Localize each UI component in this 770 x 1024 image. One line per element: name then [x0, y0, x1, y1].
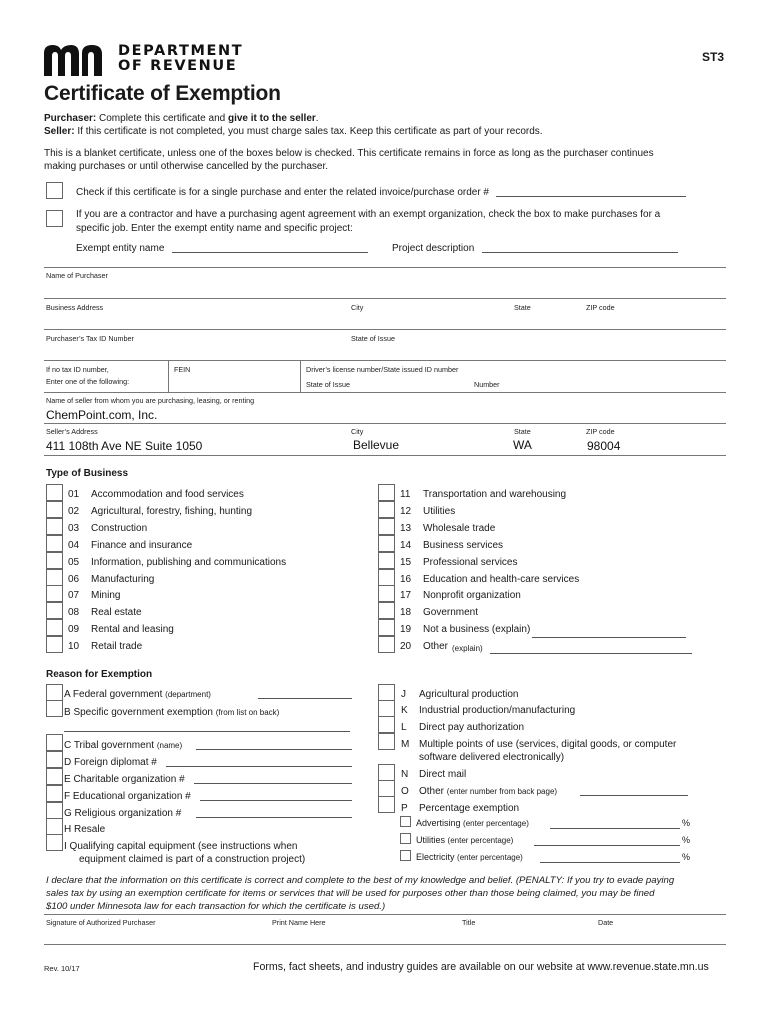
reason-g-label: G Religious organization # — [64, 808, 182, 819]
business-15-checkbox[interactable] — [378, 552, 395, 569]
state-label: State — [514, 303, 531, 312]
seller-address-value[interactable]: 411 108th Ave NE Suite 1050 — [46, 439, 203, 453]
utilities-pct: % — [682, 835, 691, 845]
single-purchase-label: Check if this certificate is for a single purchase and enter the related invoice/purchase order # — [76, 187, 489, 198]
reason-i-label-1: I Qualifying capital equipment (see instructions when — [64, 841, 298, 852]
divider — [44, 267, 726, 268]
business-label: Real estate — [91, 607, 142, 619]
single-purchase-checkbox[interactable] — [46, 182, 63, 199]
advertising-label: Advertising (enter percentage) — [416, 818, 529, 828]
business-code: 04 — [68, 539, 80, 551]
seller-zip-value[interactable]: 98004 — [587, 439, 621, 453]
business-label: Education and health-care services — [423, 573, 580, 585]
reason-o-line[interactable] — [580, 785, 688, 796]
electricity-line[interactable] — [540, 852, 680, 863]
fein-label: FEIN — [174, 365, 191, 374]
business-code: 19 — [400, 624, 412, 636]
business-05-checkbox[interactable] — [46, 552, 63, 569]
business-code: 14 — [400, 539, 412, 551]
declaration-line-1: I declare that the information on this certificate is correct and complete to the best of my knowledge and belief. (PENALTY: If you try to evade paying — [46, 875, 675, 886]
business-07-checkbox[interactable] — [46, 585, 63, 602]
reason-e-checkbox[interactable] — [46, 768, 63, 785]
project-description-line[interactable] — [482, 242, 678, 253]
utilities-label: Utilities (enter percentage) — [416, 835, 514, 845]
reason-n-label: Direct mail — [419, 769, 467, 780]
city-label: City — [351, 303, 364, 312]
business-14-checkbox[interactable] — [378, 535, 395, 552]
reason-b-checkbox[interactable] — [46, 700, 63, 717]
reason-c-label: C Tribal government (name) — [64, 740, 183, 751]
reason-g-line[interactable] — [196, 807, 352, 818]
seller-name-label: Name of seller from whom you are purchasing, leasing, or renting — [46, 396, 255, 405]
contractor-line-1: If you are a contractor and have a purchasing agent agreement with an exempt organization, check the box to make purchases for a — [76, 209, 661, 220]
signature-line[interactable] — [44, 914, 726, 915]
business-code: 08 — [68, 607, 80, 619]
electricity-checkbox[interactable] — [400, 850, 411, 861]
reason-m-letter: M — [401, 739, 410, 750]
tax-id-label: Purchaser’s Tax ID Number — [46, 334, 134, 343]
business-code: 15 — [400, 556, 412, 568]
business-label: Government — [423, 607, 479, 619]
business-label: Manufacturing — [91, 573, 155, 585]
business-label: Agricultural, forestry, fishing, hunting — [91, 505, 253, 517]
reason-f-label: F Educational organization # — [64, 791, 191, 802]
business-09-checkbox[interactable] — [46, 619, 63, 636]
business-10-checkbox[interactable] — [46, 636, 63, 653]
reason-e-label: E Charitable organization # — [64, 774, 185, 785]
reason-n-letter: N — [401, 769, 409, 780]
date-label: Date — [598, 918, 614, 927]
reason-p-letter: P — [401, 803, 408, 814]
reason-b-line[interactable] — [64, 721, 350, 732]
reason-l-checkbox[interactable] — [378, 716, 395, 733]
exempt-entity-label: Exempt entity name — [76, 243, 165, 254]
department-name: DEPARTMENT OF REVENUE — [118, 43, 244, 74]
business-code: 10 — [68, 641, 80, 653]
signature-label: Signature of Authorized Purchaser — [46, 918, 156, 927]
business-label: Rental and leasing — [91, 624, 174, 636]
seller-state-label: State — [514, 427, 531, 436]
other-explain-hint: (explain) — [452, 644, 483, 653]
business-08-checkbox[interactable] — [46, 602, 63, 619]
footer-text: Forms, fact sheets, and industry guides are available on our website at www.revenue.state.mn.us — [253, 961, 709, 973]
divider — [44, 298, 726, 299]
business-label: Other — [423, 641, 449, 653]
reason-heading: Reason for Exemption — [46, 669, 153, 680]
divider — [44, 392, 726, 393]
reason-d-label: D Foreign diplomat # — [64, 757, 157, 768]
reason-j-label: Agricultural production — [419, 689, 519, 700]
business-03-checkbox[interactable] — [46, 518, 63, 535]
reason-m-label-1: Multiple points of use (services, digital goods, or computer — [419, 739, 677, 750]
business-code: 13 — [400, 522, 412, 534]
seller-city-label: City — [351, 427, 364, 436]
business-01-checkbox[interactable] — [46, 484, 63, 501]
utilities-checkbox[interactable] — [400, 833, 411, 844]
business-13-checkbox[interactable] — [378, 518, 395, 535]
business-code: 11 — [400, 489, 411, 500]
business-label: Nonprofit organization — [423, 590, 521, 602]
dl-state-of-issue-label: State of Issue — [306, 380, 350, 389]
reason-m-checkbox[interactable] — [378, 733, 395, 750]
zip-label: ZIP code — [586, 303, 615, 312]
divider — [44, 329, 726, 330]
business-label: Information, publishing and communications — [91, 556, 287, 568]
seller-city-value[interactable]: Bellevue — [353, 438, 400, 452]
reason-f-checkbox[interactable] — [46, 785, 63, 802]
reason-e-line[interactable] — [194, 773, 352, 784]
divider — [44, 944, 726, 945]
seller-zip-label: ZIP code — [586, 427, 615, 436]
reason-k-label: Industrial production/manufacturing — [419, 705, 576, 716]
reason-h-label: H Resale — [64, 824, 106, 835]
business-label: Accommodation and food services — [91, 489, 244, 500]
business-label: Utilities — [423, 505, 456, 517]
divider — [44, 360, 726, 361]
reason-p-checkbox[interactable] — [378, 796, 395, 813]
dl-number-label: Number — [474, 380, 500, 389]
business-code: 18 — [400, 607, 412, 619]
project-description-label: Project description — [392, 243, 475, 254]
reason-i-checkbox[interactable] — [46, 834, 63, 851]
business-code: 12 — [400, 505, 412, 517]
revision-label: Rev. 10/17 — [44, 964, 80, 973]
state-of-issue-label: State of Issue — [351, 334, 395, 343]
type-of-business-heading: Type of Business — [46, 468, 129, 479]
business-code: 17 — [400, 590, 412, 602]
business-code: 05 — [68, 556, 80, 568]
business-code: 01 — [68, 489, 80, 500]
business-19-checkbox[interactable] — [378, 619, 395, 636]
business-02-checkbox[interactable] — [46, 501, 63, 518]
blanket-line-1: This is a blanket certificate, unless one of the boxes below is checked. This certificate remains in force as long as the purchaser continues — [44, 148, 654, 159]
reason-k-checkbox[interactable] — [378, 700, 395, 717]
reason-k-letter: K — [401, 705, 408, 716]
seller-address-label: Seller’s Address — [46, 427, 98, 436]
reason-n-checkbox[interactable] — [378, 764, 395, 781]
advertising-line[interactable] — [550, 818, 680, 829]
reason-g-checkbox[interactable] — [46, 802, 63, 819]
reason-o-label: Other (enter number from back page) — [419, 786, 558, 797]
business-code: 02 — [68, 505, 80, 517]
purchaser-instruction: Purchaser: Complete this certificate and give it to the seller. — [44, 113, 319, 124]
reason-f-line[interactable] — [200, 790, 352, 801]
reason-i-label-2: equipment claimed is part of a construction project) — [79, 854, 306, 865]
reason-l-label: Direct pay authorization — [419, 722, 525, 733]
business-20-checkbox[interactable] — [378, 636, 395, 653]
business-code: 07 — [68, 590, 80, 602]
seller-name-value[interactable]: ChemPoint.com, Inc. — [46, 408, 158, 422]
divider — [44, 455, 726, 456]
name-of-purchaser-label: Name of Purchaser — [46, 271, 108, 280]
business-code: 20 — [400, 641, 412, 653]
blanket-line-2: making purchases or until otherwise cancelled by the purchaser. — [44, 161, 329, 172]
reason-d-line[interactable] — [166, 756, 352, 767]
business-code: 09 — [68, 624, 80, 636]
business-label: Professional services — [423, 556, 518, 568]
reason-o-letter: O — [401, 786, 409, 797]
business-label: Transportation and warehousing — [423, 489, 567, 500]
business-label: Construction — [91, 522, 148, 534]
business-label: Finance and insurance — [91, 539, 193, 551]
divider — [168, 360, 169, 392]
reason-a-checkbox[interactable] — [46, 684, 63, 701]
business-code: 06 — [68, 573, 80, 585]
business-label: Not a business (explain) — [423, 624, 531, 636]
page-title: Certificate of Exemption — [44, 82, 281, 105]
reason-l-letter: L — [401, 722, 407, 733]
declaration-line-3: $100 under Minnesota law for each transaction for which the certificate is used.) — [46, 901, 386, 912]
business-code: 03 — [68, 522, 80, 534]
not-a-business-line[interactable] — [532, 627, 686, 638]
minnesota-logo — [44, 44, 110, 76]
declaration-line-2: sales tax by using an exemption certificate for items or services that will be used for purposes other than those being claimed, you may be fined — [46, 888, 655, 899]
other-business-line[interactable] — [490, 643, 692, 654]
electricity-label: Electricity (enter percentage) — [416, 852, 523, 862]
electricity-pct: % — [682, 852, 691, 862]
no-tax-id-label-1: If no tax ID number, — [46, 365, 109, 374]
business-label: Business services — [423, 539, 504, 551]
reason-c-checkbox[interactable] — [46, 734, 63, 751]
business-label: Wholesale trade — [423, 522, 496, 534]
reason-o-checkbox[interactable] — [378, 780, 395, 797]
reason-h-checkbox[interactable] — [46, 818, 63, 835]
reason-p-label: Percentage exemption — [419, 803, 520, 814]
reason-j-letter: J — [401, 689, 406, 700]
reason-m-label-2: software delivered electronically) — [419, 752, 565, 763]
invoice-number-line[interactable] — [496, 186, 686, 197]
divider — [300, 360, 301, 392]
title-label: Title — [462, 918, 476, 927]
reason-a-line[interactable] — [258, 688, 352, 699]
no-tax-id-label-2: Enter one of the following: — [46, 377, 130, 386]
seller-state-value[interactable]: WA — [513, 438, 532, 452]
divider — [44, 423, 726, 424]
advertising-pct: % — [682, 818, 691, 828]
business-04-checkbox[interactable] — [46, 535, 63, 552]
business-label: Retail trade — [91, 641, 143, 653]
seller-instruction: Seller: If this certificate is not completed, you must charge sales tax. Keep this certificate as part of your records. — [44, 126, 543, 137]
business-06-checkbox[interactable] — [46, 569, 63, 586]
business-code: 16 — [400, 573, 412, 585]
print-name-label: Print Name Here — [272, 918, 326, 927]
business-address-label: Business Address — [46, 303, 104, 312]
business-17-checkbox[interactable] — [378, 585, 395, 602]
utilities-line[interactable] — [534, 835, 680, 846]
business-label: Mining — [91, 590, 121, 602]
reason-j-checkbox[interactable] — [378, 684, 395, 701]
contractor-checkbox[interactable] — [46, 210, 63, 227]
reason-b-label: B Specific government exemption (from list on back) — [64, 707, 280, 718]
advertising-checkbox[interactable] — [400, 816, 411, 827]
form-number: ST3 — [701, 50, 724, 64]
contractor-line-2: specific job. Enter the exempt entity name and specific project: — [76, 223, 353, 234]
reason-a-label: A Federal government (department) — [64, 689, 211, 700]
reason-c-line[interactable] — [196, 739, 352, 750]
business-12-checkbox[interactable] — [378, 501, 395, 518]
reason-d-checkbox[interactable] — [46, 751, 63, 768]
business-18-checkbox[interactable] — [378, 602, 395, 619]
drivers-license-label: Driver’s license number/State issued ID number — [306, 365, 459, 374]
exempt-entity-line[interactable] — [172, 242, 368, 253]
business-11-checkbox[interactable] — [378, 484, 395, 501]
business-16-checkbox[interactable] — [378, 569, 395, 586]
